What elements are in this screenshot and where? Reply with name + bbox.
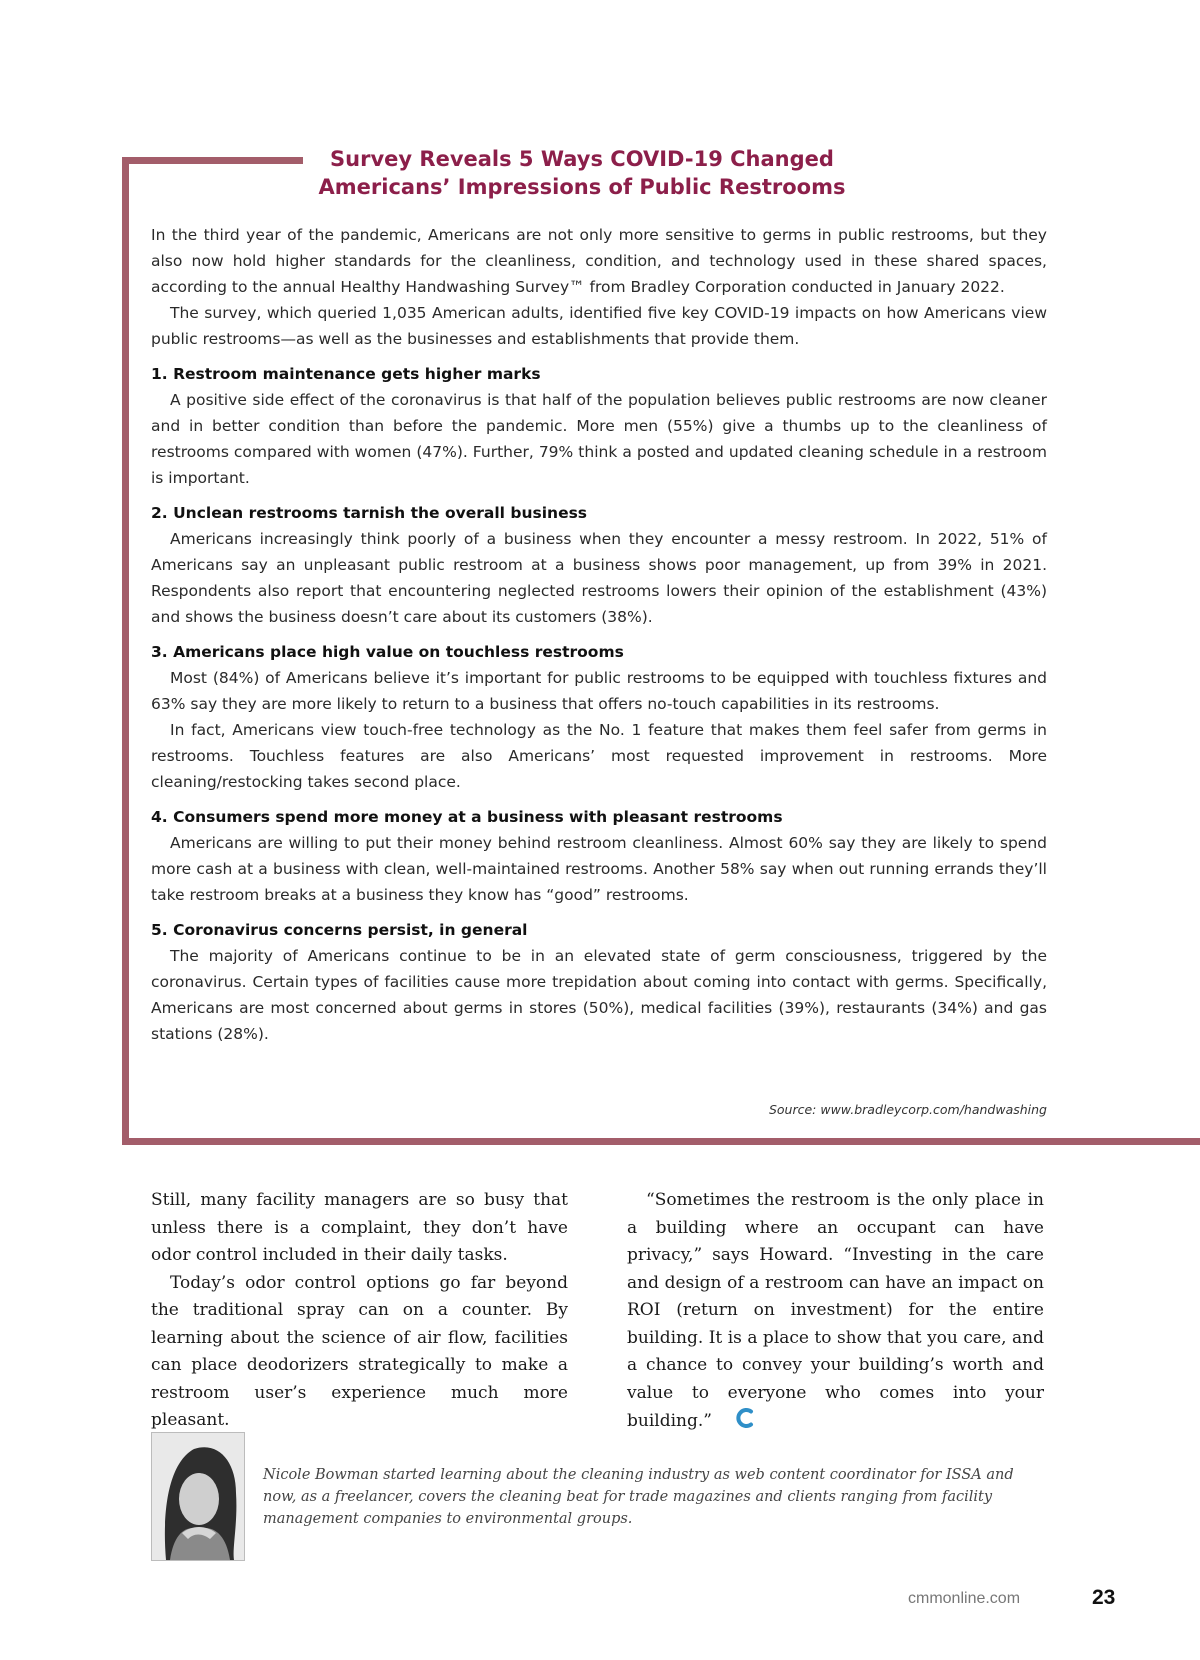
- sidebar-section-heading: 5. Coronavirus concerns persist, in general: [151, 921, 528, 939]
- sidebar-section-heading: 3. Americans place high value on touchless restrooms: [151, 643, 624, 661]
- sidebar-section-paragraph: Most (84%) of Americans believe it’s important for public restrooms to be equipped with touchless fixtures and 63% say they are more likely to return to a business that offers no-touch capabilities in its restrooms.: [151, 669, 1047, 713]
- end-of-article-icon: [716, 1407, 755, 1439]
- article-paragraph: [627, 1187, 1044, 1439]
- author-bio: Nicole Bowman started learning about the cleaning industry as web content coordinator for ISSA and now, as a freelancer, covers the cleaning beat for trade magazines and clients ranging from facility management companies to environmental groups.: [263, 1467, 1014, 1527]
- sidebar-frame-bottom: [122, 1138, 1200, 1145]
- sidebar-source: Source: www.bradleycorp.com/handwashing: [768, 1102, 1047, 1117]
- article-paragraph: Today’s odor control options go far beyond the traditional spray can on a counter. By learning about the science of air flow, facilities can place deodorizers strategically to make a restroom user’s experience much more pleasant.: [151, 1272, 568, 1430]
- sidebar-section-heading: 4. Consumers spend more money at a business with pleasant restrooms: [151, 808, 783, 826]
- footer-website: cmmonline.com: [908, 1590, 1021, 1607]
- page-number: 23: [1092, 1586, 1116, 1609]
- sidebar-intro-paragraph: In the third year of the pandemic, Americans are not only more sensitive to germs in public restrooms, but they also now hold higher standards for the cleanliness, condition, and technology used in these shared spaces, according to the annual Healthy Handwashing Survey™ from Bradley Corporation conducted in January 2022.: [151, 226, 1047, 296]
- sidebar-frame-top: [122, 157, 303, 164]
- sidebar-section-paragraph: In fact, Americans view touch-free technology as the No. 1 feature that makes them feel safer from germs in restrooms. Touchless features are also Americans’ most requested improvement in restrooms. More cleaning/restocking takes second place.: [151, 721, 1047, 791]
- sidebar-title-line2: Americans’ Impressions of Public Restrooms: [318, 175, 846, 199]
- survey-sidebar: [122, 147, 1200, 1142]
- article-paragraph: Still, many facility managers are so busy that unless there is a complaint, they don’t have odor control included in their daily tasks.: [151, 1190, 568, 1265]
- article-closing-text: “Sometimes the restroom is the only place in a building where an occupant can have privacy,” says Howard. “Investing in the care and design of a restroom can have an impact on ROI (return on investment) for the entire building. It is a place to show that you care, and a chance to convey your building’s worth and value to everyone who comes into your building.”: [627, 1190, 1044, 1431]
- sidebar-section-heading: 2. Unclean restrooms tarnish the overall business: [151, 504, 588, 522]
- article-column-left: [151, 1187, 568, 1435]
- article-column-right: [627, 1187, 1044, 1439]
- sidebar-intro-paragraph: The survey, which queried 1,035 American adults, identified five key COVID-19 impacts on how Americans view public restrooms—as well as the businesses and establishments that provide them.: [151, 304, 1047, 348]
- sidebar-body: [151, 222, 1047, 1047]
- author-photo: [151, 1432, 245, 1561]
- sidebar-section-paragraph: A positive side effect of the coronavirus is that half of the population believes public restrooms are now cleaner and in better condition than before the pandemic. More men (55%) give a thumbs up to the cleanliness of restrooms compared with women (47%). Further, 79% think a posted and updated cleaning schedule in a restroom is important.: [151, 391, 1047, 487]
- sidebar-section-paragraph: Americans are willing to put their money behind restroom cleanliness. Almost 60% say they are likely to spend more cash at a business with clean, well-maintained restrooms. Another 58% say when out running errands they’ll take restroom breaks at a business they know has “good” restrooms.: [151, 834, 1047, 904]
- sidebar-title-line1: Survey Reveals 5 Ways COVID-19 Changed: [330, 147, 834, 171]
- sidebar-section-heading: 1. Restroom maintenance gets higher marks: [151, 365, 541, 383]
- sidebar-section-paragraph: The majority of Americans continue to be in an elevated state of germ consciousness, triggered by the coronavirus. Certain types of facilities cause more trepidation about coming into contact with germs. Specifically, Americans are most concerned about germs in stores (50%), medical facilities (39%), restaurants (34%) and gas stations (28%).: [151, 947, 1047, 1043]
- sidebar-frame-left: [122, 157, 129, 1145]
- sidebar-section-paragraph: Americans increasingly think poorly of a business when they encounter a messy restroom. In 2022, 51% of Americans say an unpleasant public restroom at a business shows poor management, up from 39% in 2021. Respondents also report that encountering neglected restrooms lowers their opinion of the establishment (43%) and shows the business doesn’t care about its customers (38%).: [151, 530, 1047, 626]
- sidebar-title: [302, 145, 862, 201]
